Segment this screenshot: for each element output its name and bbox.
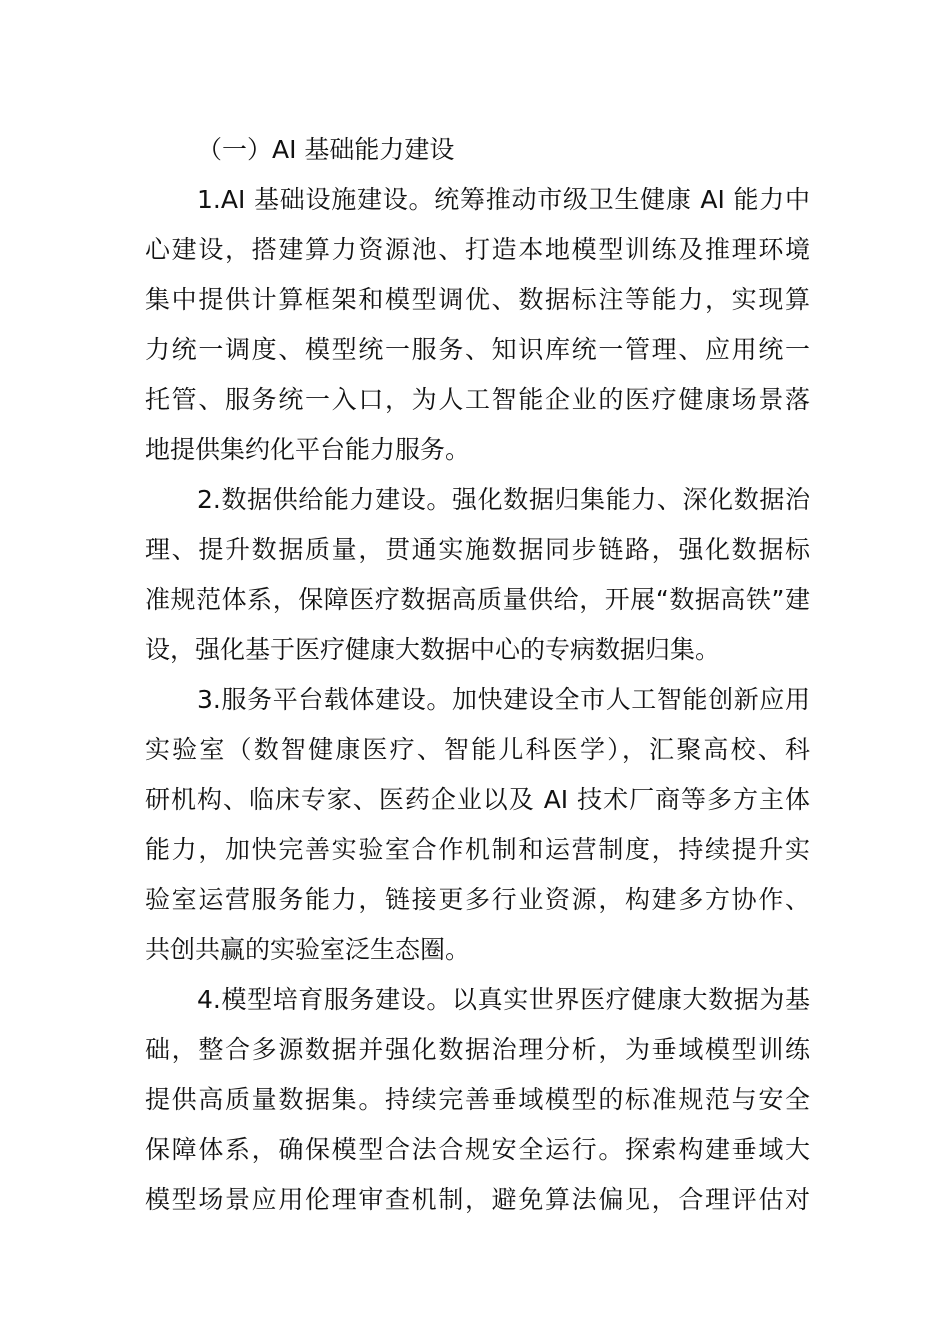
paragraph-1-line-5: 托管、服务统一入口，为人工智能企业的医疗健康场景落: [145, 385, 810, 414]
paragraph-1-line-3: 集中提供计算框架和模型调优、数据标注等能力，实现算: [145, 285, 810, 314]
paragraph-3-line-5: 验室运营服务能力，链接更多行业资源，构建多方协作、: [145, 885, 810, 914]
paragraph-1-line-4: 力统一调度、模型统一服务、知识库统一管理、应用统一: [145, 335, 810, 364]
paragraph-1-line-1: 1.AI 基础设施建设。统筹推动市级卫生健康 AI 能力中: [197, 185, 810, 214]
paragraph-3-line-1: 3.服务平台载体建设。加快建设全市人工智能创新应用: [197, 685, 810, 714]
paragraph-2-line-3: 准规范体系，保障医疗数据高质量供给，开展“数据高铁”建: [145, 585, 810, 614]
paragraph-2-line-4: 设，强化基于医疗健康大数据中心的专病数据归集。: [145, 635, 721, 664]
paragraph-4-line-4: 保障体系，确保模型合法合规安全运行。探索构建垂域大: [145, 1135, 810, 1164]
paragraph-2-line-1: 2.数据供给能力建设。强化数据归集能力、深化数据治: [197, 485, 810, 514]
paragraph-3-line-3: 研机构、临床专家、医药企业以及 AI 技术厂商等多方主体: [145, 785, 810, 814]
paragraph-3-line-4: 能力，加快完善实验室合作机制和运营制度，持续提升实: [145, 835, 810, 864]
paragraph-3-line-2: 实验室（数智健康医疗、智能儿科医学），汇聚高校、科: [145, 735, 810, 764]
paragraph-4-line-5: 模型场景应用伦理审查机制，避免算法偏见，合理评估对: [145, 1185, 810, 1214]
paragraph-1-line-2: 心建设，搭建算力资源池、打造本地模型训练及推理环境: [145, 235, 810, 264]
section-heading: （一）AI 基础能力建设: [197, 135, 455, 164]
paragraph-1-line-6: 地提供集约化平台能力服务。: [145, 435, 471, 464]
paragraph-2-line-2: 理、提升数据质量，贯通实施数据同步链路，强化数据标: [145, 535, 810, 564]
paragraph-4-line-3: 提供高质量数据集。持续完善垂域模型的标准规范与安全: [145, 1085, 810, 1114]
paragraph-3-line-6: 共创共赢的实验室泛生态圈。: [145, 935, 471, 964]
paragraph-4-line-1: 4.模型培育服务建设。以真实世界医疗健康大数据为基: [197, 985, 810, 1014]
paragraph-4-line-2: 础，整合多源数据并强化数据治理分析，为垂域模型训练: [145, 1035, 810, 1064]
